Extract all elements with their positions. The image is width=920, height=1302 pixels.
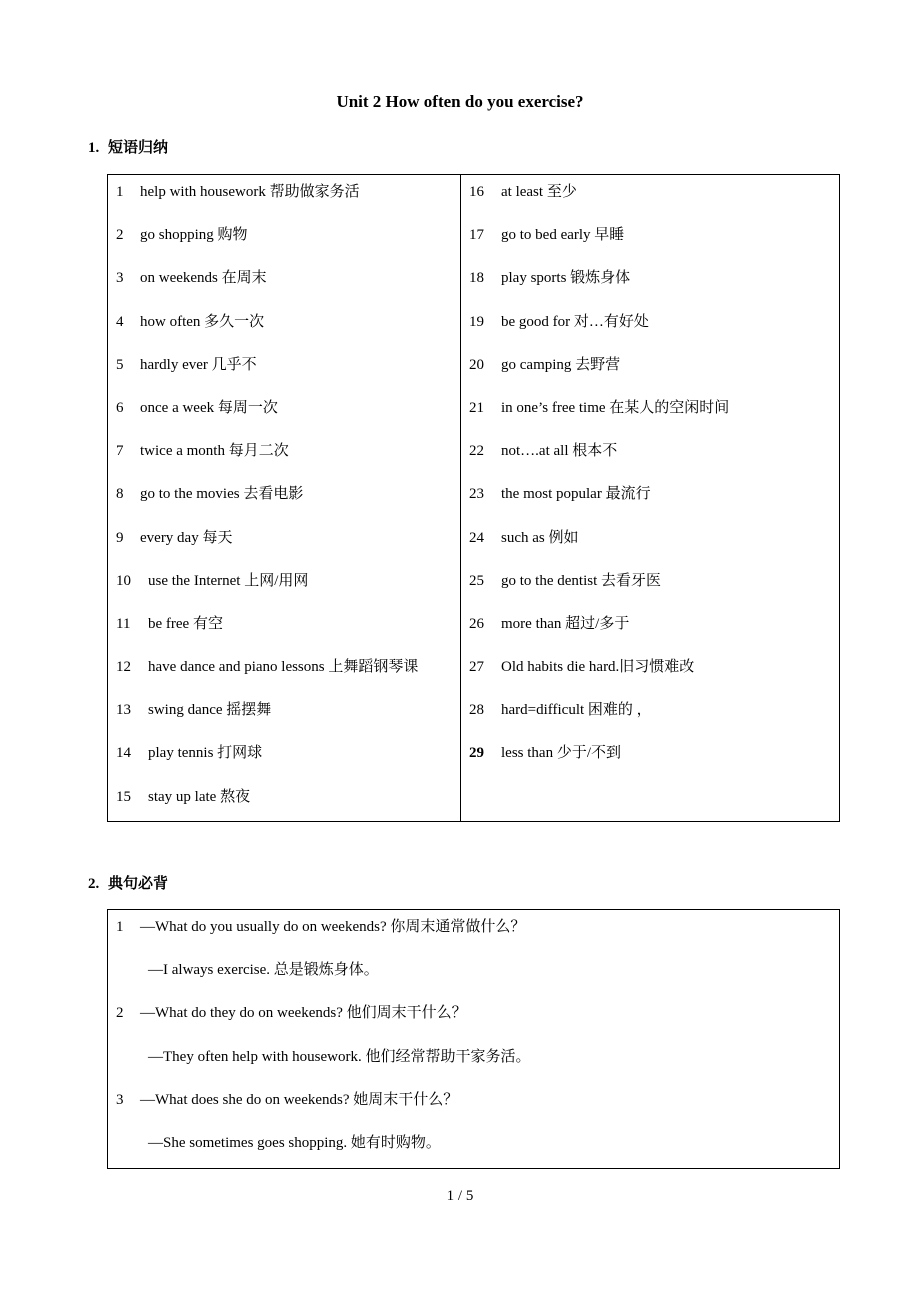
phrase-number: 22 — [469, 443, 484, 460]
phrase-number: 7 — [116, 443, 124, 460]
sentence-question — [116, 1089, 831, 1132]
sentence-question — [116, 1002, 831, 1045]
phrase-number: 21 — [469, 399, 484, 416]
phrase-text: more than 超过/多于 — [501, 615, 630, 632]
phrase-number: 28 — [469, 702, 484, 719]
sentence-answer: —She sometimes goes shopping. 她有时购物。 — [148, 1134, 441, 1151]
section-title: 典句必背 — [108, 876, 169, 892]
phrase-number: 18 — [469, 270, 484, 287]
sentence-question — [116, 916, 831, 959]
phrase-number: 2 — [116, 227, 124, 244]
phrase-text: stay up late 熬夜 — [148, 788, 251, 805]
phrase-number: 20 — [469, 356, 484, 373]
sentence-answer: —I always exercise. 总是锻炼身体。 — [148, 962, 379, 979]
phrase-column-right — [469, 181, 835, 786]
phrase-number: 6 — [116, 399, 124, 416]
phrase-text: be good for 对…有好处 — [501, 313, 649, 330]
phrase-row — [469, 224, 835, 267]
phrase-number: 17 — [469, 227, 484, 244]
phrase-number: 14 — [116, 745, 131, 762]
page-number: 1 / 5 — [446, 1188, 474, 1204]
phrase-number: 24 — [469, 529, 484, 546]
phrase-row — [469, 267, 835, 310]
phrase-text: twice a month 每月二次 — [140, 443, 289, 460]
phrase-row — [116, 570, 456, 613]
phrase-row — [116, 656, 456, 699]
sentence-number: 1 — [116, 919, 124, 935]
phrase-number: 8 — [116, 486, 124, 503]
phrase-text: at least 至少 — [501, 184, 577, 200]
phrase-text: the most popular 最流行 — [501, 486, 651, 503]
page-title: Unit 2 How often do you exercise? — [336, 92, 584, 111]
section-title: 短语归纳 — [108, 140, 169, 156]
section-heading-phrases — [88, 136, 168, 157]
section-heading-sentences — [88, 872, 168, 893]
phrase-row — [116, 224, 456, 267]
phrase-text: help with housework 帮助做家务活 — [140, 184, 360, 200]
question-text: —What do you usually do on weekends? 你周末通常做什么？ — [140, 919, 526, 935]
phrase-text: go to bed early 早睡 — [501, 227, 625, 244]
question-text: —What do they do on weekends? 他们周末干什么？ — [140, 1005, 467, 1022]
phrase-text: go shopping 购物 — [140, 227, 248, 244]
phrase-number: 12 — [116, 659, 131, 676]
sentence-number: 2 — [116, 1005, 124, 1022]
phrase-row — [469, 656, 835, 699]
phrase-row — [469, 397, 835, 440]
phrase-number: 29 — [469, 745, 484, 762]
phrase-number: 19 — [469, 313, 484, 330]
phrase-text: Old habits die hard.旧习惯难改 — [501, 659, 695, 676]
phrase-row — [469, 354, 835, 397]
sentence-box — [107, 909, 840, 1169]
phrase-row — [116, 311, 456, 354]
phrase-row — [116, 181, 456, 224]
phrase-row — [469, 613, 835, 656]
phrase-text: how often 多久一次 — [140, 313, 265, 330]
section-number: 2. — [88, 876, 100, 892]
phrase-row — [469, 483, 835, 526]
phrase-row — [469, 527, 835, 570]
phrase-text: have dance and piano lessons 上舞蹈钢琴课 — [148, 659, 419, 676]
phrase-number: 3 — [116, 270, 124, 287]
phrase-text: on weekends 在周末 — [140, 270, 267, 287]
phrase-text: play tennis 打网球 — [148, 745, 263, 762]
phrase-row — [116, 483, 456, 526]
phrase-number: 23 — [469, 486, 484, 503]
phrase-text: in one’s free time 在某人的空闲时间 — [501, 399, 730, 416]
phrase-text: go to the dentist 去看牙医 — [501, 572, 661, 589]
phrase-row — [469, 440, 835, 483]
phrase-number: 11 — [116, 615, 131, 632]
phrase-number: 10 — [116, 572, 131, 589]
sentence-number: 3 — [116, 1091, 124, 1108]
phrase-row — [116, 527, 456, 570]
phrase-row — [116, 397, 456, 440]
phrase-number: 9 — [116, 529, 124, 546]
column-divider — [460, 175, 461, 821]
phrase-row — [469, 570, 835, 613]
sentence-answer: —They often help with housework. 他们经常帮助干家务活。 — [148, 1048, 531, 1065]
phrase-text: swing dance 摇摆舞 — [148, 702, 272, 719]
phrase-number: 27 — [469, 659, 484, 676]
phrase-text: go to the movies 去看电影 — [140, 486, 304, 503]
phrase-text: hard=difficult 困难的 ， — [501, 702, 652, 719]
phrase-text: such as 例如 — [501, 529, 579, 546]
question-text: —What does she do on weekends? 她周末干什么？ — [140, 1091, 459, 1108]
phrase-number: 25 — [469, 572, 484, 589]
phrase-number: 5 — [116, 356, 124, 373]
phrase-row — [116, 699, 456, 742]
phrase-number: 16 — [469, 184, 484, 200]
phrase-table — [107, 174, 840, 822]
section-number: 1. — [88, 140, 100, 156]
sentence-list — [116, 916, 831, 1175]
phrase-text: play sports 锻炼身体 — [501, 270, 631, 287]
phrase-row — [469, 742, 835, 785]
phrase-number: 1 — [116, 184, 124, 200]
phrase-text: go camping 去野营 — [501, 356, 621, 373]
phrase-row — [116, 354, 456, 397]
phrase-text: use the Internet 上网/用网 — [148, 572, 309, 589]
phrase-row — [469, 699, 835, 742]
phrase-row — [116, 742, 456, 785]
phrase-number: 13 — [116, 702, 131, 719]
phrase-row — [116, 440, 456, 483]
phrase-row — [469, 311, 835, 354]
phrase-row — [116, 786, 456, 829]
phrase-text: less than 少于/不到 — [501, 745, 621, 762]
phrase-row — [116, 613, 456, 656]
phrase-text: hardly ever 几乎不 — [140, 356, 257, 373]
phrase-number: 15 — [116, 788, 131, 805]
phrase-number: 4 — [116, 313, 124, 330]
phrase-text: be free 有空 — [148, 615, 223, 632]
phrase-row — [469, 181, 835, 224]
phrase-text: not….at all 根本不 — [501, 443, 618, 460]
phrase-column-left — [116, 181, 456, 829]
phrase-text: every day 每天 — [140, 529, 233, 546]
phrase-text: once a week 每周一次 — [140, 399, 278, 416]
phrase-row — [116, 267, 456, 310]
phrase-number: 26 — [469, 615, 484, 632]
